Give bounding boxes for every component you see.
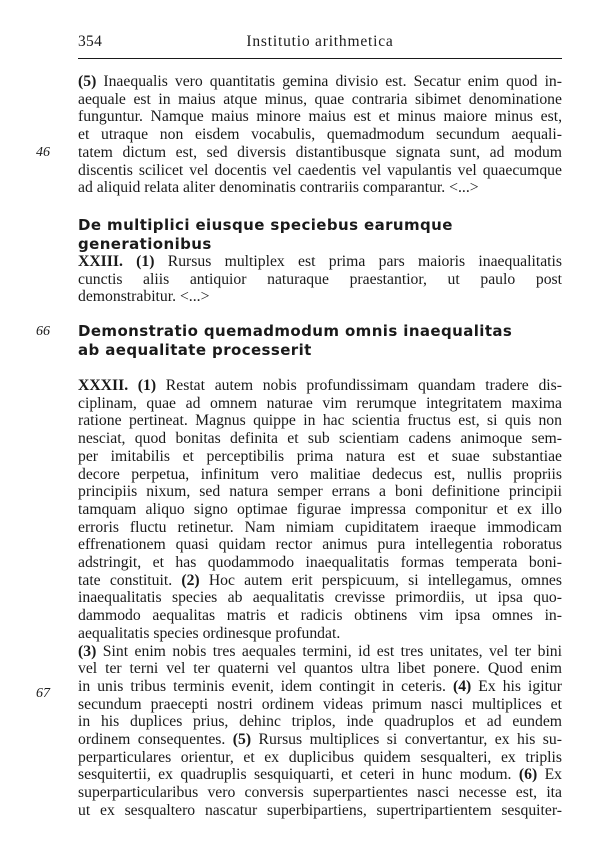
text-line: XXIII. (1) Rursus multiplex est prima pars maioris inaequalitatis xyxy=(78,253,562,270)
text-line: ordinem consequentes. (5) Rursus multiplices si convertantur, ex his su- xyxy=(78,731,562,749)
section-number: XXXII. (1) xyxy=(78,377,157,394)
section-number: (4) xyxy=(452,677,472,695)
text-line: demonstrabitur. <...> xyxy=(78,288,210,306)
text-line: adstringit, et has quodammodo inaequalitatis formas temperata boni- xyxy=(78,554,562,572)
section-number: (3) xyxy=(78,642,97,660)
margin-number: 66 xyxy=(36,324,50,339)
text-line: et utraque non eisdem vocabulis, quemadmodum secundum aequali- xyxy=(78,126,562,144)
margin-number: 67 xyxy=(36,686,50,701)
text-line: decore perpetua, infinitum vero malitiae dedecus est, nullis propriis xyxy=(78,465,562,483)
text-line: ad aliquid relata aliter denominatis contrariis comparantur. <...> xyxy=(78,179,479,197)
text-line: discentis scilicet vel docentis vel caedentis vel vapulantis vel quaecumque xyxy=(78,161,562,179)
running-title: Institutio arithmetica xyxy=(246,33,394,50)
margin-number: 46 xyxy=(36,145,50,160)
text-line: in his duplices prius, dehinc triplos, inde quadruplos et ad eundem xyxy=(78,713,562,731)
text-line: vel ter terni vel ter quaterni vel quantos ultra libet ponere. Quod enim xyxy=(78,660,562,678)
text-line: effrenationem quasi quidam rector animus pura intellegentia roboratus xyxy=(78,536,562,554)
section-number: XXIII. (1) xyxy=(78,253,155,270)
page-header xyxy=(78,33,562,55)
text-line: superparticularibus vero conversis superpartientes nasci necesse est, ita xyxy=(78,784,562,802)
section-number: (6) xyxy=(518,766,538,784)
text-line: ciplinam, quae ad omnem naturae vim rerumque integritatem maxima xyxy=(78,394,562,412)
text-line: dammodo aequalitas matris et radicis obtinens vim ipsa omnes in- xyxy=(78,607,562,625)
paragraph-demonstratio xyxy=(78,377,562,820)
page-number: 354 xyxy=(78,33,103,50)
text-line: secundum praecepti nostri ordinem videas primum nasci multiplices et xyxy=(78,695,562,713)
text-line: tate constituit. (2) Hoc autem erit perspicuum, si intellegamus, omnes xyxy=(78,571,562,589)
text-line: nesciat, quod bonitas definita et sub scientiam cadens animoque sem- xyxy=(78,430,562,448)
text-line: ratione pertineat. Magnus quippe in hac scientia fructus est, si quis non xyxy=(78,412,562,430)
section-number: (5) xyxy=(232,731,252,749)
text-line: tamquam aliquo signo optimae figurae impressa componitur et ex illo xyxy=(78,500,562,518)
text-line: principiis nixum, sed natura semper errans a boni definitione principii xyxy=(78,483,562,501)
text-line: per imitabilis et perceptibilis prima natura est et suae substantiae xyxy=(78,447,562,465)
section-number: (2) xyxy=(181,571,200,589)
text-line: aequalitatis species ordinesque profundat. xyxy=(78,624,341,642)
section-heading: Demonstratio quemadmodum omnis inaequalitas ab aequalitate processerit xyxy=(78,322,513,359)
text-line: (5) Inaequalis vero quantitatis gemina divisio est. Secatur enim quod in- xyxy=(78,73,562,90)
header-rule xyxy=(78,58,562,59)
text-line: sesquitertii, ex quadruplis sesquiquarti, et ceteri in hunc modum. (6) Ex xyxy=(78,766,563,784)
text-line: aequale est in maius atque minus, quae contraria sibimet denominatione xyxy=(78,90,562,108)
text-line: ut ex sesqualtero nascatur superbipartiens, supertripartientem sesquiter- xyxy=(78,801,562,819)
paragraph-multiplex xyxy=(78,253,562,306)
text-line: funguntur. Namque maius minore maius est et minus maiore minus est, xyxy=(78,108,562,126)
text-line: cunctis aliis antiquior naturaque praestantior, ut paulo post xyxy=(78,270,562,288)
paragraph-inaequalis xyxy=(78,73,562,197)
text-line: (3) Sint enim nobis tres aequales termini, id est tres unitates, vel ter bini xyxy=(78,642,562,660)
text-line: inaequalitatis species ab aequalitatis crevisse primordiis, ut ipsa quo- xyxy=(78,589,562,607)
section-number: (5) xyxy=(78,73,97,90)
text-line: erroris fluctu retinetur. Nam nimiam cupiditatem iraeque immodicam xyxy=(78,518,562,536)
text-line: tatem dictum est, sed diversis distantibusque signata sunt, ad modum xyxy=(78,143,562,161)
section-heading: De multiplici eiusque speciebus earumque generationibus xyxy=(78,216,453,253)
text-line: XXXII. (1) Restat autem nobis profundissimam quandam tradere dis- xyxy=(78,377,562,394)
text-line: perparticulares orientur, et ex duplicibus quidem sesqualteri, ex triplis xyxy=(78,748,562,766)
text-line: in unis tribus terminis evenit, idem contingit in ceteris. (4) Ex his igitur xyxy=(78,677,562,695)
